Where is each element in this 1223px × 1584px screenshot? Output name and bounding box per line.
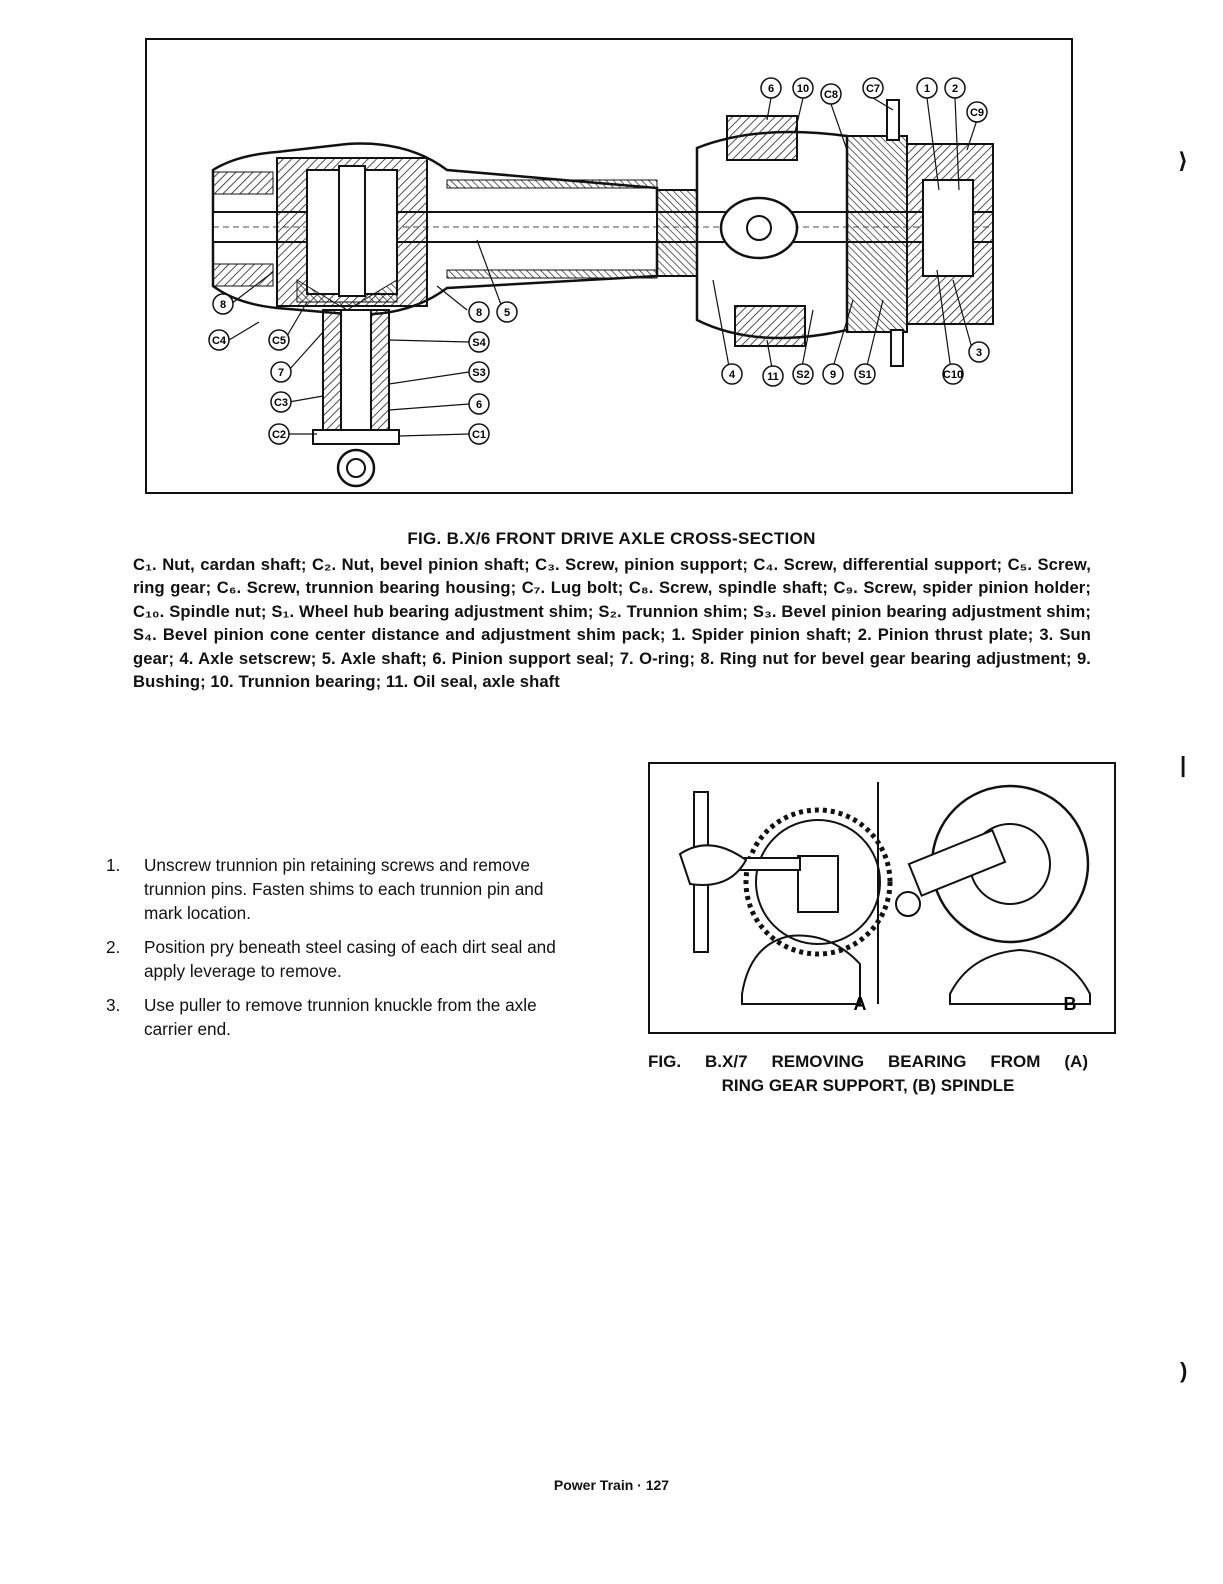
axle-cross-section-drawing: [147, 40, 1071, 492]
svg-text:1: 1: [923, 83, 931, 95]
housing-wall-bottom: [213, 264, 273, 286]
svg-text:5: 5: [503, 307, 511, 319]
figure2-caption: [648, 1050, 1088, 1098]
step-number: 2.: [106, 937, 121, 957]
callout-1: [917, 78, 937, 98]
yoke-hole: [347, 459, 365, 477]
callout-s4: [469, 332, 489, 352]
svg-text:S4: S4: [472, 337, 486, 349]
axle-cross-section-figure: [145, 38, 1073, 494]
callout-6-left: [469, 394, 489, 414]
svg-text:C7: C7: [865, 83, 881, 95]
callout-7: [271, 362, 291, 382]
step-text: Unscrew trunnion pin retaining screws and remove trunnion pins. Fasten shims to each trunnion pin and mark location.: [144, 855, 544, 923]
svg-text:9: 9: [829, 369, 837, 381]
callout-11: [763, 366, 783, 386]
lug-bolt-top: [887, 100, 899, 140]
scan-mark-icon: ⟩: [1178, 148, 1189, 173]
axle-tube-top: [447, 180, 657, 188]
callout-5: [497, 302, 517, 322]
svg-text:S3: S3: [472, 367, 486, 379]
callout-s2: [793, 364, 813, 384]
step-item: [106, 935, 580, 983]
step-number: 3.: [106, 995, 121, 1015]
svg-text:S1: S1: [858, 369, 872, 381]
step-text: Use puller to remove trunnion knuckle from the axle carrier end.: [144, 995, 537, 1039]
scan-mark-icon: |: [1180, 752, 1187, 777]
procedure-steps: [106, 853, 580, 1051]
axle-tube-bottom: [447, 270, 657, 278]
svg-text:C4: C4: [211, 335, 227, 347]
figure1-caption-title: FIG. B.X/6 FRONT DRIVE AXLE CROSS-SECTION: [407, 529, 816, 548]
callout-2: [945, 78, 965, 98]
figure2-caption-line2: RING GEAR SUPPORT, (B) SPINDLE: [721, 1076, 1015, 1095]
callout-6-top: [761, 78, 781, 98]
lug-bolt-bottom: [891, 330, 903, 366]
figure2-caption-line1: FIG. B.X/7 REMOVING BEARING FROM (A): [648, 1052, 1088, 1071]
panel-a-label: A: [853, 994, 867, 1014]
callout-c4: [209, 330, 229, 350]
svg-text:3: 3: [975, 347, 983, 359]
page-footer: Power Train · 127: [553, 1477, 670, 1493]
callout-s3: [469, 362, 489, 382]
callout-c10: [943, 364, 963, 384]
bearing-removal-illustration: [650, 764, 1114, 1032]
callout-4: [722, 364, 742, 384]
bearing-icon: [798, 856, 838, 912]
svg-text:6: 6: [475, 399, 483, 411]
svg-text:8: 8: [219, 299, 227, 311]
svg-text:C3: C3: [273, 397, 289, 409]
callout-9: [823, 364, 843, 384]
callout-c8: [821, 84, 841, 104]
sun-gear: [923, 180, 973, 276]
puller-screw-icon: [740, 858, 800, 870]
svg-text:6: 6: [767, 83, 775, 95]
trunnion-bearing-bottom: [735, 306, 805, 346]
callout-8-left: [213, 294, 233, 314]
svg-text:C5: C5: [271, 335, 287, 347]
wheel-hub: [847, 136, 907, 332]
svg-text:10: 10: [796, 83, 810, 95]
spider-pinion-shaft: [339, 166, 365, 296]
bevel-pinion-shaft: [341, 310, 371, 440]
svg-text:C2: C2: [271, 429, 287, 441]
svg-text:C9: C9: [969, 107, 985, 119]
callout-c3: [271, 392, 291, 412]
step-item: [106, 993, 580, 1041]
trunnion-bearing-top: [727, 116, 797, 160]
cv-joint-center: [747, 216, 771, 240]
panel-b-label: B: [1063, 994, 1077, 1014]
callout-3: [969, 342, 989, 362]
bearing-removal-figure: [648, 762, 1116, 1034]
svg-text:7: 7: [277, 367, 285, 379]
svg-text:2: 2: [951, 83, 959, 95]
callout-10: [793, 78, 813, 98]
svg-text:S2: S2: [796, 369, 810, 381]
callout-8-right: [469, 302, 489, 322]
svg-text:4: 4: [728, 369, 736, 381]
knuckle-flange: [657, 190, 697, 276]
callout-c5: [269, 330, 289, 350]
callout-c1: [469, 424, 489, 444]
callout-c2: [269, 424, 289, 444]
pinion-nut: [313, 430, 399, 444]
svg-text:C10: C10: [942, 369, 964, 381]
scan-mark-icon: ): [1180, 1358, 1188, 1383]
callout-c7: [863, 78, 883, 98]
svg-text:11: 11: [767, 371, 779, 383]
puller-handle-icon: [896, 892, 920, 916]
svg-text:8: 8: [475, 307, 483, 319]
housing-wall-top: [213, 172, 273, 194]
step-item: [106, 853, 580, 925]
step-text: Position pry beneath steel casing of each dirt seal and apply leverage to remove.: [144, 937, 556, 981]
callout-s1: [855, 364, 875, 384]
step-number: 1.: [106, 855, 121, 875]
figure1-caption-legend: C₁. Nut, cardan shaft; C₂. Nut, bevel pinion shaft; C₃. Screw, pinion support; C₄. Screw, differential support; C₅. Screw, ring gear; C₆. Screw, trunnion bearing housing; C₇. Lug bolt; C₈. Screw, spindle shaft; C₉. Screw, spider pinion holder; C₁₀. Spindle nut; S₁. Wheel hub bearing adjustment shim; S₂. Trunnion shim; S₃. Bevel pinion bearing adjustment shim; S₄. Bevel pinion cone center distance and adjustment shim pack; 1. Spider pinion shaft; 2. Pinion thrust plate; 3. Sun gear; 4. Axle setscrew; 5. Axle shaft; 6. Pinion support seal; 7. O-ring; 8. Ring nut for bevel gear bearing adjustment; 9. Bushing; 10. Trunnion bearing; 11. Oil seal, axle shaft: [133, 555, 1091, 692]
svg-text:C1: C1: [471, 429, 487, 441]
callout-c9: [967, 102, 987, 122]
svg-text:C8: C8: [823, 89, 839, 101]
